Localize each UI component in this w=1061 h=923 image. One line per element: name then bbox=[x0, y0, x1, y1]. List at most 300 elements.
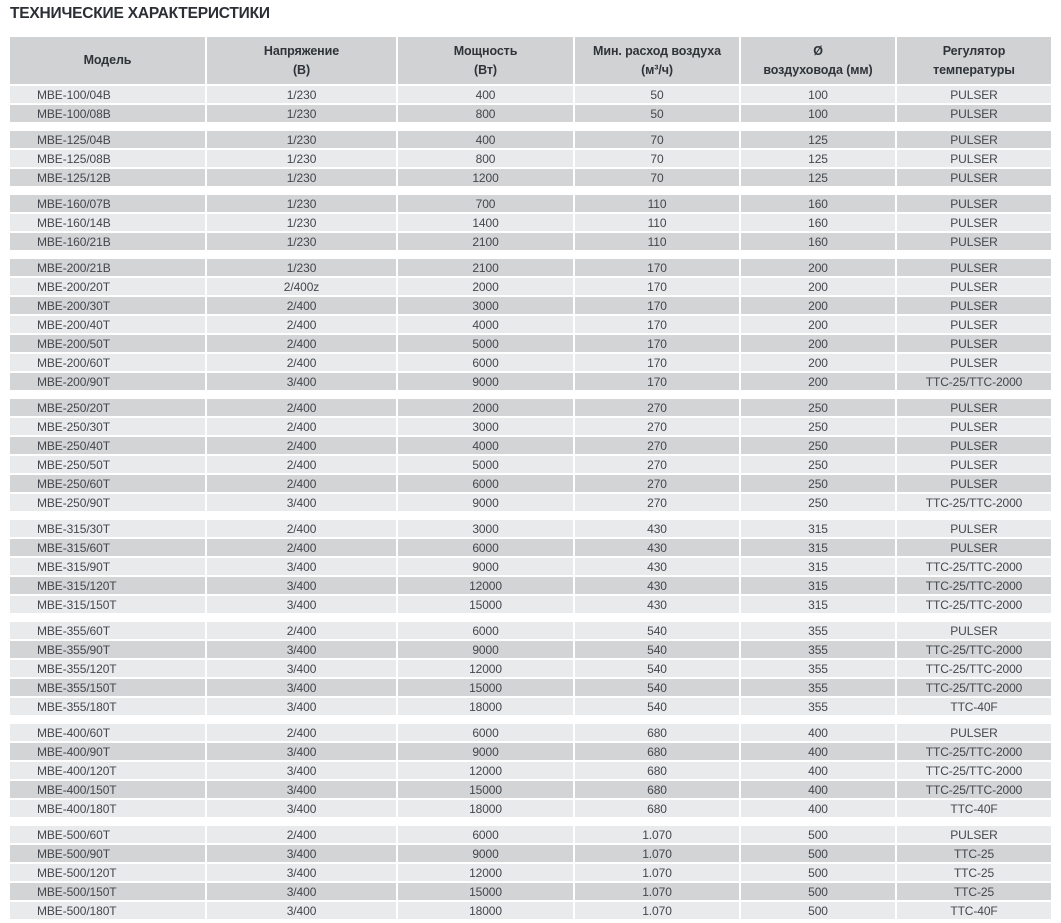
cell-diameter: 200 bbox=[741, 278, 897, 297]
cell-diameter: 200 bbox=[741, 335, 897, 354]
cell-voltage: 3/400 bbox=[207, 743, 398, 762]
cell-airflow: 110 bbox=[575, 195, 741, 214]
cell-diameter: 200 bbox=[741, 316, 897, 335]
table-row bbox=[10, 399, 1051, 418]
cell-voltage: 3/400 bbox=[207, 494, 398, 513]
cell-regulator: TTC-40F bbox=[897, 800, 1051, 819]
cell-power: 3000 bbox=[398, 297, 575, 316]
cell-airflow: 1.070 bbox=[575, 864, 741, 883]
cell-diameter: 500 bbox=[741, 826, 897, 845]
cell-diameter: 125 bbox=[741, 150, 897, 169]
table-row bbox=[10, 762, 1051, 781]
table-row bbox=[10, 259, 1051, 278]
column-header-voltage bbox=[207, 37, 398, 86]
column-header-line2: (м³/ч) bbox=[641, 62, 673, 77]
model-group bbox=[10, 520, 1051, 615]
cell-airflow: 430 bbox=[575, 539, 741, 558]
table-row bbox=[10, 520, 1051, 539]
cell-regulator: PULSER bbox=[897, 150, 1051, 169]
model-group bbox=[10, 195, 1051, 252]
table-row bbox=[10, 456, 1051, 475]
cell-airflow: 680 bbox=[575, 800, 741, 819]
cell-diameter: 200 bbox=[741, 297, 897, 316]
cell-model: MBE-315/120T bbox=[10, 577, 207, 596]
cell-power: 1400 bbox=[398, 214, 575, 233]
model-group bbox=[10, 826, 1051, 921]
table-row bbox=[10, 297, 1051, 316]
cell-power: 9000 bbox=[398, 743, 575, 762]
cell-voltage: 3/400 bbox=[207, 762, 398, 781]
table-row bbox=[10, 539, 1051, 558]
cell-model: MBE-200/50T bbox=[10, 335, 207, 354]
cell-diameter: 315 bbox=[741, 596, 897, 615]
cell-voltage: 2/400 bbox=[207, 456, 398, 475]
cell-airflow: 70 bbox=[575, 131, 741, 150]
model-group bbox=[10, 131, 1051, 188]
cell-regulator: PULSER bbox=[897, 335, 1051, 354]
cell-airflow: 430 bbox=[575, 577, 741, 596]
column-header-model bbox=[10, 37, 207, 86]
cell-voltage: 3/400 bbox=[207, 373, 398, 392]
table-row bbox=[10, 195, 1051, 214]
cell-diameter: 125 bbox=[741, 131, 897, 150]
cell-power: 15000 bbox=[398, 883, 575, 902]
cell-airflow: 70 bbox=[575, 169, 741, 188]
table-row bbox=[10, 641, 1051, 660]
cell-diameter: 250 bbox=[741, 399, 897, 418]
table-row bbox=[10, 724, 1051, 743]
cell-diameter: 500 bbox=[741, 845, 897, 864]
column-header-line2: воздуховода (мм) bbox=[763, 62, 873, 77]
cell-airflow: 680 bbox=[575, 724, 741, 743]
cell-diameter: 250 bbox=[741, 494, 897, 513]
cell-diameter: 400 bbox=[741, 724, 897, 743]
cell-model: MBE-200/40T bbox=[10, 316, 207, 335]
cell-voltage: 2/400 bbox=[207, 437, 398, 456]
cell-airflow: 540 bbox=[575, 679, 741, 698]
cell-voltage: 3/400 bbox=[207, 883, 398, 902]
cell-power: 9000 bbox=[398, 494, 575, 513]
column-header-power bbox=[398, 37, 575, 86]
cell-airflow: 430 bbox=[575, 558, 741, 577]
cell-model: MBE-400/180T bbox=[10, 800, 207, 819]
cell-diameter: 355 bbox=[741, 679, 897, 698]
table-row bbox=[10, 373, 1051, 392]
cell-regulator: PULSER bbox=[897, 169, 1051, 188]
cell-airflow: 540 bbox=[575, 660, 741, 679]
cell-diameter: 400 bbox=[741, 743, 897, 762]
cell-power: 12000 bbox=[398, 660, 575, 679]
cell-diameter: 160 bbox=[741, 214, 897, 233]
cell-model: MBE-200/60T bbox=[10, 354, 207, 373]
cell-airflow: 170 bbox=[575, 316, 741, 335]
cell-voltage: 3/400 bbox=[207, 800, 398, 819]
cell-regulator: PULSER bbox=[897, 131, 1051, 150]
cell-regulator: PULSER bbox=[897, 278, 1051, 297]
cell-power: 6000 bbox=[398, 354, 575, 373]
table-row bbox=[10, 354, 1051, 373]
column-header-line1: Мощность bbox=[453, 43, 518, 58]
cell-airflow: 680 bbox=[575, 781, 741, 800]
cell-voltage: 3/400 bbox=[207, 902, 398, 921]
cell-diameter: 355 bbox=[741, 641, 897, 660]
cell-diameter: 500 bbox=[741, 864, 897, 883]
cell-regulator: PULSER bbox=[897, 418, 1051, 437]
table-row bbox=[10, 800, 1051, 819]
cell-diameter: 315 bbox=[741, 577, 897, 596]
cell-model: MBE-125/04B bbox=[10, 131, 207, 150]
cell-diameter: 500 bbox=[741, 902, 897, 921]
cell-airflow: 170 bbox=[575, 259, 741, 278]
cell-diameter: 315 bbox=[741, 520, 897, 539]
cell-power: 18000 bbox=[398, 698, 575, 717]
cell-power: 18000 bbox=[398, 902, 575, 921]
cell-power: 400 bbox=[398, 86, 575, 105]
cell-power: 9000 bbox=[398, 641, 575, 660]
cell-power: 800 bbox=[398, 150, 575, 169]
cell-airflow: 170 bbox=[575, 297, 741, 316]
cell-model: MBE-500/180T bbox=[10, 902, 207, 921]
cell-power: 9000 bbox=[398, 373, 575, 392]
table-row bbox=[10, 278, 1051, 297]
cell-diameter: 400 bbox=[741, 800, 897, 819]
table-row bbox=[10, 131, 1051, 150]
cell-regulator: PULSER bbox=[897, 520, 1051, 539]
cell-diameter: 500 bbox=[741, 883, 897, 902]
cell-airflow: 170 bbox=[575, 354, 741, 373]
cell-model: MBE-315/90T bbox=[10, 558, 207, 577]
cell-diameter: 250 bbox=[741, 475, 897, 494]
cell-regulator: TTC-25/TTC-2000 bbox=[897, 558, 1051, 577]
cell-power: 3000 bbox=[398, 520, 575, 539]
cell-voltage: 2/400 bbox=[207, 622, 398, 641]
table-row bbox=[10, 660, 1051, 679]
table-row bbox=[10, 558, 1051, 577]
cell-model: MBE-400/90T bbox=[10, 743, 207, 762]
table-row bbox=[10, 437, 1051, 456]
cell-voltage: 3/400 bbox=[207, 845, 398, 864]
cell-diameter: 100 bbox=[741, 86, 897, 105]
cell-regulator: PULSER bbox=[897, 297, 1051, 316]
cell-model: MBE-250/60T bbox=[10, 475, 207, 494]
cell-voltage: 1/230 bbox=[207, 86, 398, 105]
cell-regulator: TTC-25/TTC-2000 bbox=[897, 596, 1051, 615]
cell-airflow: 70 bbox=[575, 150, 741, 169]
cell-diameter: 250 bbox=[741, 418, 897, 437]
cell-airflow: 110 bbox=[575, 214, 741, 233]
page-title: ТЕХНИЧЕСКИЕ ХАРАКТЕРИСТИКИ bbox=[10, 5, 270, 22]
table-row bbox=[10, 475, 1051, 494]
cell-voltage: 3/400 bbox=[207, 698, 398, 717]
cell-airflow: 270 bbox=[575, 494, 741, 513]
cell-power: 4000 bbox=[398, 316, 575, 335]
column-header-regulator bbox=[897, 37, 1051, 86]
cell-diameter: 355 bbox=[741, 698, 897, 717]
column-header-line1: Напряжение bbox=[263, 43, 340, 58]
cell-airflow: 430 bbox=[575, 596, 741, 615]
cell-airflow: 270 bbox=[575, 475, 741, 494]
cell-model: MBE-250/20T bbox=[10, 399, 207, 418]
table-row bbox=[10, 316, 1051, 335]
cell-voltage: 2/400 bbox=[207, 399, 398, 418]
cell-regulator: PULSER bbox=[897, 826, 1051, 845]
cell-power: 2000 bbox=[398, 278, 575, 297]
cell-model: MBE-400/120T bbox=[10, 762, 207, 781]
cell-power: 15000 bbox=[398, 679, 575, 698]
cell-airflow: 1.070 bbox=[575, 845, 741, 864]
cell-regulator: TTC-25/TTC-2000 bbox=[897, 577, 1051, 596]
cell-model: MBE-500/150T bbox=[10, 883, 207, 902]
cell-model: MBE-125/08B bbox=[10, 150, 207, 169]
cell-model: MBE-200/30T bbox=[10, 297, 207, 316]
cell-power: 1200 bbox=[398, 169, 575, 188]
cell-voltage: 2/400 bbox=[207, 475, 398, 494]
cell-regulator: TTC-25 bbox=[897, 845, 1051, 864]
cell-diameter: 100 bbox=[741, 105, 897, 124]
cell-diameter: 200 bbox=[741, 259, 897, 278]
cell-model: MBE-250/30T bbox=[10, 418, 207, 437]
cell-regulator: TTC-25/TTC-2000 bbox=[897, 781, 1051, 800]
cell-airflow: 680 bbox=[575, 762, 741, 781]
model-group bbox=[10, 724, 1051, 819]
column-header-line2: (В) bbox=[292, 62, 311, 77]
cell-power: 6000 bbox=[398, 539, 575, 558]
cell-voltage: 2/400 bbox=[207, 297, 398, 316]
cell-diameter: 160 bbox=[741, 233, 897, 252]
column-header-line1: Модель bbox=[83, 53, 132, 67]
table-row bbox=[10, 679, 1051, 698]
cell-voltage: 2/400 bbox=[207, 418, 398, 437]
cell-power: 2100 bbox=[398, 259, 575, 278]
cell-airflow: 540 bbox=[575, 622, 741, 641]
cell-airflow: 680 bbox=[575, 743, 741, 762]
cell-power: 2100 bbox=[398, 233, 575, 252]
cell-airflow: 1.070 bbox=[575, 902, 741, 921]
cell-voltage: 1/230 bbox=[207, 131, 398, 150]
cell-regulator: TTC-25/TTC-2000 bbox=[897, 762, 1051, 781]
cell-power: 4000 bbox=[398, 437, 575, 456]
cell-voltage: 1/230 bbox=[207, 259, 398, 278]
table-row bbox=[10, 150, 1051, 169]
cell-power: 6000 bbox=[398, 622, 575, 641]
cell-model: MBE-355/180T bbox=[10, 698, 207, 717]
cell-model: MBE-500/120T bbox=[10, 864, 207, 883]
cell-power: 9000 bbox=[398, 845, 575, 864]
cell-diameter: 200 bbox=[741, 354, 897, 373]
cell-model: MBE-500/60T bbox=[10, 826, 207, 845]
cell-regulator: PULSER bbox=[897, 475, 1051, 494]
cell-airflow: 270 bbox=[575, 437, 741, 456]
cell-model: MBE-160/14B bbox=[10, 214, 207, 233]
cell-regulator: PULSER bbox=[897, 539, 1051, 558]
cell-diameter: 355 bbox=[741, 622, 897, 641]
cell-model: MBE-315/60T bbox=[10, 539, 207, 558]
cell-airflow: 270 bbox=[575, 399, 741, 418]
cell-power: 400 bbox=[398, 131, 575, 150]
cell-airflow: 270 bbox=[575, 418, 741, 437]
cell-model: MBE-160/07B bbox=[10, 195, 207, 214]
cell-voltage: 1/230 bbox=[207, 150, 398, 169]
table-row bbox=[10, 845, 1051, 864]
model-group bbox=[10, 399, 1051, 513]
cell-voltage: 3/400 bbox=[207, 596, 398, 615]
cell-voltage: 2/400 bbox=[207, 520, 398, 539]
table-row bbox=[10, 169, 1051, 188]
cell-diameter: 400 bbox=[741, 781, 897, 800]
table-row bbox=[10, 577, 1051, 596]
model-group bbox=[10, 622, 1051, 717]
cell-power: 12000 bbox=[398, 864, 575, 883]
cell-model: MBE-250/50T bbox=[10, 456, 207, 475]
cell-regulator: PULSER bbox=[897, 195, 1051, 214]
table-row bbox=[10, 698, 1051, 717]
cell-power: 12000 bbox=[398, 577, 575, 596]
cell-model: MBE-200/90T bbox=[10, 373, 207, 392]
cell-diameter: 400 bbox=[741, 762, 897, 781]
model-group bbox=[10, 86, 1051, 124]
table-row bbox=[10, 494, 1051, 513]
cell-diameter: 160 bbox=[741, 195, 897, 214]
cell-voltage: 3/400 bbox=[207, 641, 398, 660]
table-row bbox=[10, 335, 1051, 354]
cell-voltage: 3/400 bbox=[207, 781, 398, 800]
table-header-row bbox=[10, 37, 1051, 86]
cell-airflow: 540 bbox=[575, 641, 741, 660]
cell-model: MBE-400/150T bbox=[10, 781, 207, 800]
cell-regulator: TTC-25/TTC-2000 bbox=[897, 743, 1051, 762]
cell-regulator: PULSER bbox=[897, 456, 1051, 475]
cell-model: MBE-315/30T bbox=[10, 520, 207, 539]
cell-regulator: PULSER bbox=[897, 259, 1051, 278]
cell-regulator: PULSER bbox=[897, 316, 1051, 335]
cell-airflow: 50 bbox=[575, 105, 741, 124]
cell-model: MBE-200/21B bbox=[10, 259, 207, 278]
table-row bbox=[10, 781, 1051, 800]
column-header-airflow bbox=[575, 37, 741, 86]
table-row bbox=[10, 883, 1051, 902]
cell-model: MBE-100/08B bbox=[10, 105, 207, 124]
cell-model: MBE-250/90T bbox=[10, 494, 207, 513]
cell-model: MBE-355/120T bbox=[10, 660, 207, 679]
cell-model: MBE-355/90T bbox=[10, 641, 207, 660]
column-header-line1: Ø bbox=[813, 43, 823, 58]
cell-regulator: PULSER bbox=[897, 214, 1051, 233]
model-group bbox=[10, 259, 1051, 392]
table-row bbox=[10, 622, 1051, 641]
cell-airflow: 430 bbox=[575, 520, 741, 539]
cell-regulator: PULSER bbox=[897, 724, 1051, 743]
table-row bbox=[10, 418, 1051, 437]
cell-regulator: TTC-25/TTC-2000 bbox=[897, 494, 1051, 513]
table-row bbox=[10, 864, 1051, 883]
cell-power: 6000 bbox=[398, 826, 575, 845]
cell-voltage: 1/230 bbox=[207, 169, 398, 188]
cell-regulator: TTC-40F bbox=[897, 698, 1051, 717]
cell-regulator: TTC-25/TTC-2000 bbox=[897, 641, 1051, 660]
table-row bbox=[10, 826, 1051, 845]
cell-diameter: 200 bbox=[741, 373, 897, 392]
cell-regulator: PULSER bbox=[897, 354, 1051, 373]
cell-airflow: 170 bbox=[575, 278, 741, 297]
cell-power: 700 bbox=[398, 195, 575, 214]
cell-airflow: 50 bbox=[575, 86, 741, 105]
column-header-line2: температуры bbox=[933, 62, 1015, 77]
cell-airflow: 270 bbox=[575, 456, 741, 475]
cell-voltage: 2/400 bbox=[207, 724, 398, 743]
table-body bbox=[10, 86, 1051, 921]
column-header-line1: Регулятор bbox=[942, 43, 1006, 58]
cell-power: 5000 bbox=[398, 456, 575, 475]
cell-voltage: 2/400 bbox=[207, 826, 398, 845]
column-header-diameter bbox=[741, 37, 897, 86]
cell-regulator: PULSER bbox=[897, 399, 1051, 418]
cell-model: MBE-200/20T bbox=[10, 278, 207, 297]
cell-diameter: 250 bbox=[741, 437, 897, 456]
table-row bbox=[10, 233, 1051, 252]
cell-voltage: 1/230 bbox=[207, 105, 398, 124]
cell-diameter: 125 bbox=[741, 169, 897, 188]
cell-voltage: 2/400 bbox=[207, 354, 398, 373]
cell-voltage: 3/400 bbox=[207, 660, 398, 679]
table-row bbox=[10, 596, 1051, 615]
cell-model: MBE-315/150T bbox=[10, 596, 207, 615]
cell-regulator: TTC-25/TTC-2000 bbox=[897, 660, 1051, 679]
cell-voltage: 1/230 bbox=[207, 195, 398, 214]
cell-power: 6000 bbox=[398, 724, 575, 743]
cell-power: 15000 bbox=[398, 781, 575, 800]
cell-voltage: 3/400 bbox=[207, 558, 398, 577]
table-row bbox=[10, 743, 1051, 762]
cell-power: 12000 bbox=[398, 762, 575, 781]
cell-regulator: TTC-25/TTC-2000 bbox=[897, 373, 1051, 392]
cell-airflow: 110 bbox=[575, 233, 741, 252]
cell-power: 6000 bbox=[398, 475, 575, 494]
cell-voltage: 1/230 bbox=[207, 233, 398, 252]
table-row bbox=[10, 902, 1051, 921]
cell-airflow: 1.070 bbox=[575, 883, 741, 902]
cell-voltage: 3/400 bbox=[207, 577, 398, 596]
cell-model: MBE-355/60T bbox=[10, 622, 207, 641]
cell-voltage: 1/230 bbox=[207, 214, 398, 233]
cell-voltage: 2/400 bbox=[207, 335, 398, 354]
cell-airflow: 1.070 bbox=[575, 826, 741, 845]
spec-table bbox=[10, 37, 1051, 921]
cell-power: 2000 bbox=[398, 399, 575, 418]
cell-power: 9000 bbox=[398, 558, 575, 577]
cell-power: 800 bbox=[398, 105, 575, 124]
cell-model: MBE-500/90T bbox=[10, 845, 207, 864]
cell-regulator: PULSER bbox=[897, 437, 1051, 456]
cell-diameter: 315 bbox=[741, 539, 897, 558]
cell-regulator: TTC-25 bbox=[897, 864, 1051, 883]
table-row bbox=[10, 105, 1051, 124]
cell-regulator: PULSER bbox=[897, 622, 1051, 641]
cell-airflow: 170 bbox=[575, 335, 741, 354]
cell-power: 15000 bbox=[398, 596, 575, 615]
cell-power: 3000 bbox=[398, 418, 575, 437]
table-row bbox=[10, 86, 1051, 105]
cell-voltage: 3/400 bbox=[207, 679, 398, 698]
cell-airflow: 540 bbox=[575, 698, 741, 717]
cell-regulator: PULSER bbox=[897, 105, 1051, 124]
cell-model: MBE-400/60T bbox=[10, 724, 207, 743]
cell-voltage: 2/400 bbox=[207, 539, 398, 558]
cell-regulator: TTC-25/TTC-2000 bbox=[897, 679, 1051, 698]
cell-airflow: 170 bbox=[575, 373, 741, 392]
column-header-line2: (Вт) bbox=[474, 62, 497, 77]
cell-regulator: PULSER bbox=[897, 86, 1051, 105]
table-row bbox=[10, 214, 1051, 233]
